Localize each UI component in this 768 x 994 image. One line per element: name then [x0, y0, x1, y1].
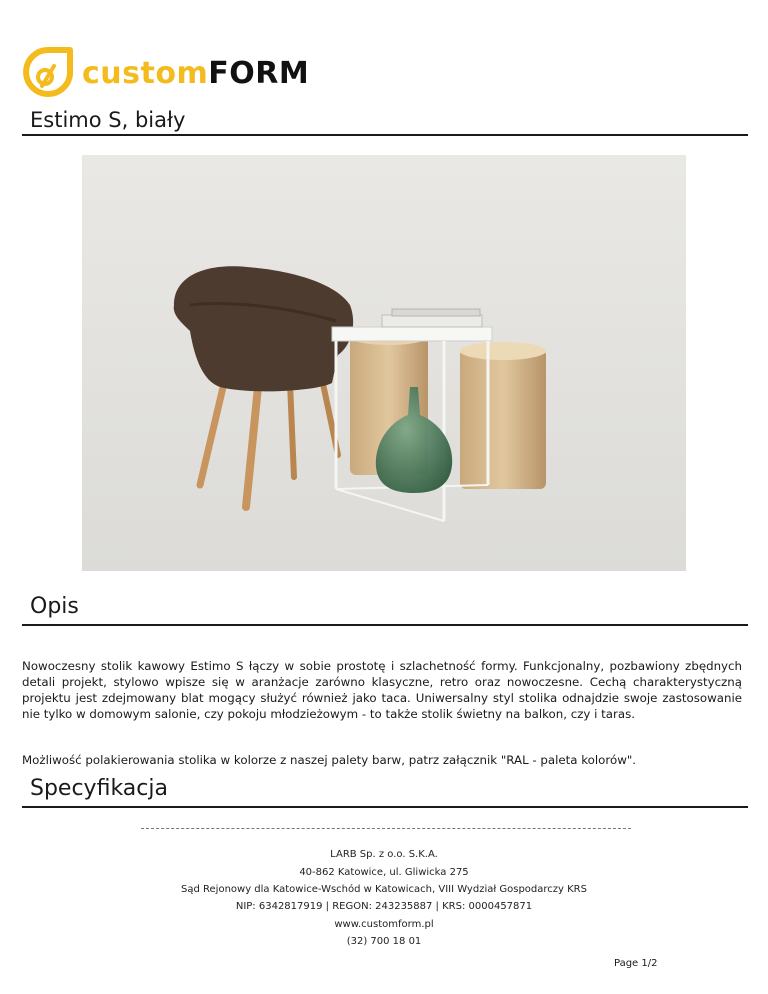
footer-company: LARB Sp. z o.o. S.K.A.	[330, 849, 438, 860]
footer-ids: NIP: 6342817919 | REGON: 243235887 | KRS: 0000457871	[235, 901, 533, 912]
footer-address: 40-862 Katowice, ul. Gliwicka 275	[299, 867, 469, 878]
logo-mark-icon	[18, 44, 78, 104]
description-heading: Opis	[30, 594, 79, 619]
description-divider	[22, 624, 748, 626]
specification-heading: Specyfikacja	[30, 776, 168, 801]
footer-phone: (32) 700 18 01	[346, 936, 422, 947]
logo-prefix: custom	[82, 56, 209, 91]
description-paragraph-2: Możliwość polakierowania stolika w kolorze z naszej palety barw, patrz załącznik "RAL - paleta kolorów".	[22, 753, 637, 767]
footer-website: www.customform.pl	[334, 919, 434, 930]
specification-divider	[22, 806, 748, 808]
footer-separator	[141, 828, 631, 829]
description-paragraph-1: Nowoczesny stolik kawowy Estimo S łączy w sobie prostotę i szlachetność formy. Funkcjonalny, pozbawiony zbędnych detali projekt, stylowo wpisze się w aranżacje zarówno klasyczne, retro oraz nowoczesne. Cechą charakterystyczną projektu jest zdejmowany blat mogący służyć również jako taca. Uniwersalny styl stolika odnajdzie swoje zastosowanie nie tylko w domowym salonie, czy pokoju młodzieżowym - to także stolik świetny na balkon, czy i taras.	[22, 659, 742, 721]
product-title: Estimo S, biały	[30, 108, 186, 132]
title-divider	[22, 134, 748, 136]
page-number: Page 1/2	[614, 958, 658, 969]
logo-wordmark	[82, 56, 309, 91]
product-photo	[82, 155, 686, 571]
brand-logo	[18, 44, 308, 104]
footer-court: Sąd Rejonowy dla Katowice-Wschód w Katowicach, VIII Wydział Gospodarczy KRS	[181, 884, 587, 895]
logo-suffix: FORM	[208, 56, 310, 91]
